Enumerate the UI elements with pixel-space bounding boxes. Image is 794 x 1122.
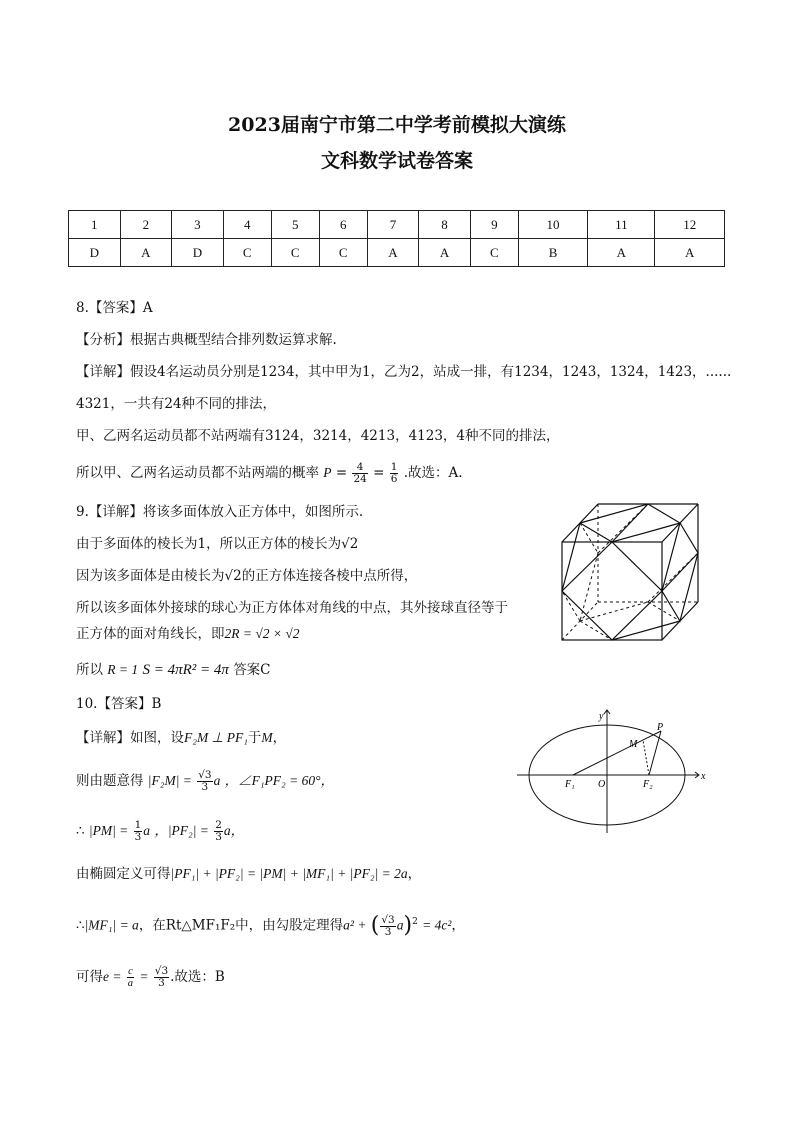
label-o: O — [598, 779, 606, 790]
q8-answer: 8.【答案】A — [76, 300, 153, 316]
q8-prob-symbol: P — [323, 465, 332, 480]
q10-therefore-1: ∴ — [76, 823, 85, 839]
q10-l6-d2: 3 — [158, 977, 165, 989]
q10-detail-line2 — [76, 770, 334, 793]
q10-answer: 10.【答案】B — [76, 696, 162, 712]
q10-frac-c-a — [127, 966, 134, 989]
label-f2: F₂ — [643, 779, 653, 790]
answer-table — [68, 210, 725, 267]
q9-line6-text: 所以 — [76, 662, 103, 678]
q9-diameter-eq: 2R = √2 × √2 — [224, 626, 300, 641]
q10-frac-sqrt3-3 — [197, 770, 212, 793]
question-number-cell: 8 — [419, 211, 471, 239]
q8-equals-2: = — [373, 465, 385, 481]
q9-line2 — [76, 534, 358, 554]
q10-l3-a1: a — [143, 823, 151, 838]
q10-perp-eq: F₂M ⊥ PF₁ — [184, 730, 248, 745]
label-f1: F₁ — [565, 779, 575, 790]
label-p: P — [657, 722, 664, 733]
q9-line6 — [76, 660, 271, 680]
q10-l5-lhs: a² + — [343, 917, 367, 933]
question-number-cell: 4 — [223, 211, 271, 239]
q10-l2-num: √3 — [198, 769, 212, 781]
question-number-cell: 3 — [172, 211, 224, 239]
q10-angle-eq: ，∠F₁PF₂ = 60°， — [224, 773, 334, 788]
q8-frac2-den: 6 — [390, 473, 398, 485]
label-y: y — [599, 711, 604, 722]
label-x: x — [701, 771, 706, 782]
q10-ellipse-def-eq: |PF₁| + |PF₂| = |PM| + |MF₁| + |PF₂| = 2a — [170, 866, 408, 881]
q8-detail-line1: 【详解】假设4名运动员分别是1234，其中甲为1，乙为2，站成一排，有1234，1243，1324，1423，...... — [76, 364, 732, 380]
q10-point-m: M — [261, 730, 273, 745]
q10-l5-rparen: ) — [403, 913, 413, 938]
q10-l5-comma: ， — [451, 917, 465, 934]
q8-equals-1: = — [335, 465, 348, 481]
q9-line4: 所以该多面体外接球的球心为正方体体对角线的中点，其外接球直径等于 — [76, 600, 508, 616]
question-number-cell: 7 — [367, 211, 419, 239]
q8-frac1-den: 24 — [353, 473, 367, 485]
q10-l4-comma: ， — [407, 866, 422, 882]
q9-radius-eq: R = 1 — [107, 662, 139, 677]
q10-therefore-2: ∴ — [76, 917, 85, 934]
q9-sqrt2: √2 — [341, 536, 359, 552]
question-number-cell: 11 — [588, 211, 655, 239]
question-number-cell: 1 — [69, 211, 121, 239]
q10-l5-text: ，在Rt△MF₁F₂中，由勾股定理得 — [138, 917, 344, 934]
q10-frac-sqrt3-3-b — [154, 966, 169, 989]
q10-l3-n1: 1 — [134, 819, 142, 831]
answer-cell: A — [419, 239, 471, 267]
q9-line5-text: 正方体的面对角线长，即 — [76, 626, 225, 642]
answer-cell: B — [518, 239, 587, 267]
q8-detail-line4 — [76, 462, 463, 485]
q9-surface-eq: S = 4πR² = 4π — [142, 662, 229, 678]
q10-l3-a2: a， — [223, 823, 245, 838]
q8-conclusion: .故选：A. — [403, 465, 463, 481]
q10-l6-conclusion: .故选：B — [170, 969, 225, 985]
q10-l2-a: a — [213, 773, 221, 788]
q9-line3-text-a: 因为该多面体是由棱长为 — [76, 568, 225, 584]
question-number-cell: 9 — [470, 211, 518, 239]
cuboctahedron-figure — [548, 496, 720, 646]
q8-detail-line3: 甲、乙两名运动员都不站两端有3124，3214，4213，4123，4种不同的排法， — [76, 428, 560, 444]
q10-detail-line6 — [76, 966, 225, 989]
q9-answer: 答案C — [233, 662, 271, 678]
q9-line3-text-b: 的正方体连接各棱中点所得， — [241, 568, 418, 584]
label-m: M — [629, 739, 638, 750]
q10-l2-den: 3 — [201, 781, 209, 793]
q8-frac1-num: 4 — [352, 462, 367, 474]
q8-analysis: 【分析】根据古典概型结合排列数运算求解. — [76, 332, 337, 348]
answer-table-answer-row — [69, 239, 725, 267]
q10-l3-n2: 2 — [215, 819, 222, 831]
q10-l5-frac — [380, 915, 395, 938]
q10-detail-mid: 于 — [247, 730, 262, 746]
q10-f2m-length: |F₂M| = — [147, 773, 192, 788]
q10-l5-a: a — [396, 917, 404, 933]
page-subtitle: 文科数学试卷答案 — [320, 150, 473, 172]
q8-fraction-1-6 — [390, 462, 399, 485]
answer-cell: A — [655, 239, 725, 267]
question-number-cell: 6 — [319, 211, 367, 239]
answer-cell: C — [223, 239, 271, 267]
question-number-cell: 2 — [120, 211, 172, 239]
q10-detail-comma: ， — [272, 730, 287, 746]
q10-pf2-length: ，|PF₂| = — [154, 823, 209, 838]
ellipse-figure — [515, 705, 710, 840]
q10-l3-d1: 3 — [134, 831, 142, 843]
q10-l5-num: √3 — [381, 913, 395, 926]
q10-l6-eq: = — [139, 969, 149, 984]
q9-line3 — [76, 566, 417, 586]
q10-l4-text: 由椭圆定义可得 — [76, 866, 171, 882]
q10-frac-2-3 — [214, 820, 223, 843]
q10-detail-line3 — [76, 820, 244, 843]
q10-l6-text: 可得 — [76, 969, 103, 985]
answer-cell: A — [367, 239, 419, 267]
q10-l5-den: 3 — [384, 925, 392, 938]
page-title: 2023届南宁市第二中学考前模拟大演练 — [228, 114, 566, 136]
q10-detail-line5 — [76, 912, 465, 938]
q8-fraction-4-24 — [352, 462, 367, 485]
answer-table-number-row — [69, 211, 725, 239]
answer-cell: C — [271, 239, 319, 267]
q10-mf1-eq: |MF₁| = a — [84, 917, 139, 933]
q10-l5-lparen: ( — [370, 913, 380, 938]
q10-detail-text: 【详解】如图，设 — [76, 730, 184, 746]
q10-l5-rhs: = 4c² — [422, 917, 452, 933]
q10-eccentricity: e = — [103, 969, 122, 984]
answer-cell: A — [588, 239, 655, 267]
question-number-cell: 5 — [271, 211, 319, 239]
answer-cell: D — [69, 239, 121, 267]
q9-sqrt2-b: √2 — [224, 568, 242, 584]
q10-pm-length: |PM| = — [88, 823, 129, 838]
q8-prob-text: 所以甲、乙两名运动员都不站两端的概率 — [76, 465, 319, 481]
q8-frac2-num: 1 — [390, 461, 398, 473]
q10-l6-d1: a — [127, 978, 134, 989]
q10-frac-1-3 — [134, 820, 143, 843]
q10-l2-text: 则由题意得 — [76, 773, 144, 789]
q10-l3-d2: 3 — [215, 831, 222, 843]
q10-l5-square: 2 — [412, 917, 418, 927]
answer-cell: A — [120, 239, 172, 267]
answer-cell: C — [319, 239, 367, 267]
q10-l6-n2: √3 — [154, 965, 169, 977]
answer-cell: C — [470, 239, 518, 267]
q8-detail-line2: 4321，一共有24种不同的排法， — [76, 396, 277, 412]
q10-l6-n1: c — [128, 966, 133, 977]
q9-line1: 9.【详解】将该多面体放入正方体中，如图所示. — [76, 504, 364, 520]
question-number-cell: 10 — [518, 211, 587, 239]
q9-line2-text: 由于多面体的棱长为1，所以正方体的棱长为 — [76, 536, 342, 552]
q9-line5 — [76, 624, 300, 644]
answer-cell: D — [172, 239, 224, 267]
q10-detail-line1 — [76, 728, 286, 748]
q10-detail-line4 — [76, 864, 421, 884]
question-number-cell: 12 — [655, 211, 725, 239]
